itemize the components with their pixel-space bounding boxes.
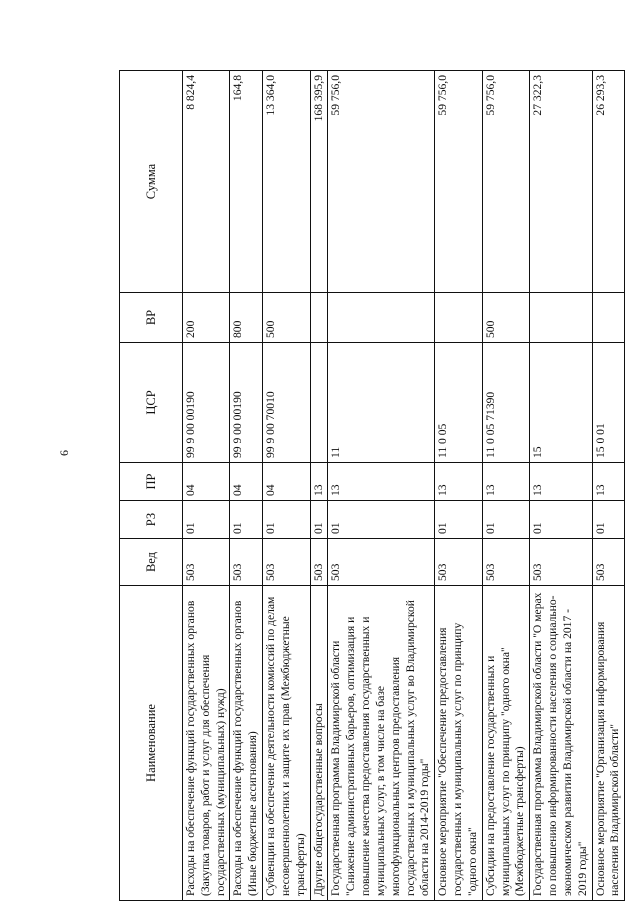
cell-name: Основное мероприятие "Организация информирования населения Владимирской области" (592, 586, 625, 901)
cell-rz: 01 (530, 501, 592, 539)
header-pr: ПР (120, 463, 183, 501)
table-row (328, 71, 435, 901)
cell-name: Другие общегосударственные вопросы (310, 586, 328, 901)
cell-sum: 59 756,0 (435, 71, 482, 293)
cell-csr: 11 0 05 (435, 343, 482, 463)
cell-rz: 01 (435, 501, 482, 539)
cell-ved: 503 (263, 539, 310, 586)
table-row (530, 71, 592, 901)
cell-vr: 200 (183, 293, 230, 343)
cell-ved: 503 (328, 539, 435, 586)
cell-vr (328, 293, 435, 343)
cell-csr: 11 0 05 71390 (482, 343, 529, 463)
cell-sum: 8 824,4 (183, 71, 230, 293)
cell-ved: 503 (310, 539, 328, 586)
cell-rz: 01 (310, 501, 328, 539)
cell-rz: 01 (263, 501, 310, 539)
cell-ved: 503 (230, 539, 263, 586)
cell-rz: 01 (482, 501, 529, 539)
cell-sum: 164,8 (230, 71, 263, 293)
cell-ved: 503 (435, 539, 482, 586)
table-row (435, 71, 482, 901)
cell-csr: 99 9 00 00190 (230, 343, 263, 463)
cell-rz: 01 (230, 501, 263, 539)
cell-name: Субвенции на обеспечение деятельности комиссий по делам несовершеннолетних и защите их прав (Межбюджетные трансферты) (263, 586, 310, 901)
cell-csr: 11 (328, 343, 435, 463)
cell-pr: 13 (328, 463, 435, 501)
cell-pr: 13 (435, 463, 482, 501)
cell-pr: 04 (263, 463, 310, 501)
rotated-table-container (119, 71, 622, 901)
cell-vr (310, 293, 328, 343)
cell-sum: 13 364,0 (263, 71, 310, 293)
table-row (592, 71, 625, 901)
cell-vr: 500 (482, 293, 529, 343)
cell-vr (592, 293, 625, 343)
cell-ved: 503 (530, 539, 592, 586)
cell-name: Расходы на обеспечение функций государственных органов (Иные бюджетные ассигнования) (230, 586, 263, 901)
header-ved: Вед (120, 539, 183, 586)
cell-vr: 500 (263, 293, 310, 343)
cell-csr: 99 9 00 70010 (263, 343, 310, 463)
cell-pr: 13 (482, 463, 529, 501)
budget-table (119, 70, 625, 901)
header-name: Наименование (120, 586, 183, 901)
cell-name: Государственная программа Владимирской области "Снижение административных барьеров, оптимизация и повышение качества предоставления государственных и муниципальных услуг, в том числе на базе многофункциональных центров предоставления государственных и муниципальных услуг во Владимирской области на 2014-2019 годы" (328, 586, 435, 901)
table-row (263, 71, 310, 901)
cell-pr: 04 (183, 463, 230, 501)
cell-csr: 15 0 01 (592, 343, 625, 463)
cell-ved: 503 (482, 539, 529, 586)
header-csr: ЦСР (120, 343, 183, 463)
cell-name: Субсидии на предоставление государственных и муниципальных услуг по принципу "одного окна" (Межбюджетные трансферты) (482, 586, 529, 901)
header-sum: Сумма (120, 71, 183, 293)
cell-sum: 27 322,3 (530, 71, 592, 293)
cell-vr: 800 (230, 293, 263, 343)
cell-rz: 01 (592, 501, 625, 539)
page-number: 6 (57, 450, 71, 456)
cell-pr: 13 (592, 463, 625, 501)
cell-pr: 13 (530, 463, 592, 501)
cell-ved: 503 (183, 539, 230, 586)
cell-sum: 168 395,9 (310, 71, 328, 293)
cell-name: Расходы на обеспечение функций государственных органов (Закупка товаров, работ и услуг для обеспечения государственных (муниципальных) нужд) (183, 586, 230, 901)
cell-csr: 99 9 00 00190 (183, 343, 230, 463)
table-header-row (120, 71, 183, 901)
cell-vr (435, 293, 482, 343)
cell-sum: 59 756,0 (328, 71, 435, 293)
cell-rz: 01 (328, 501, 435, 539)
cell-name: Государственная программа Владимирской области "О мерах по повышению информированности населения о социально-экономическом развитии Владимирской области на 2017 - 2019 годы" (530, 586, 592, 901)
cell-pr: 13 (310, 463, 328, 501)
cell-pr: 04 (230, 463, 263, 501)
table-row (482, 71, 529, 901)
cell-vr (530, 293, 592, 343)
table-row (310, 71, 328, 901)
cell-rz: 01 (183, 501, 230, 539)
cell-sum: 26 293,3 (592, 71, 625, 293)
header-rz: РЗ (120, 501, 183, 539)
cell-sum: 59 756,0 (482, 71, 529, 293)
table-row (183, 71, 230, 901)
header-vr: ВР (120, 293, 183, 343)
table-row (230, 71, 263, 901)
cell-csr (310, 343, 328, 463)
cell-ved: 503 (592, 539, 625, 586)
cell-name: Основное мероприятие "Обеспечение предоставления государственных и муниципальных услуг по принципу "одного окна" (435, 586, 482, 901)
cell-csr: 15 (530, 343, 592, 463)
